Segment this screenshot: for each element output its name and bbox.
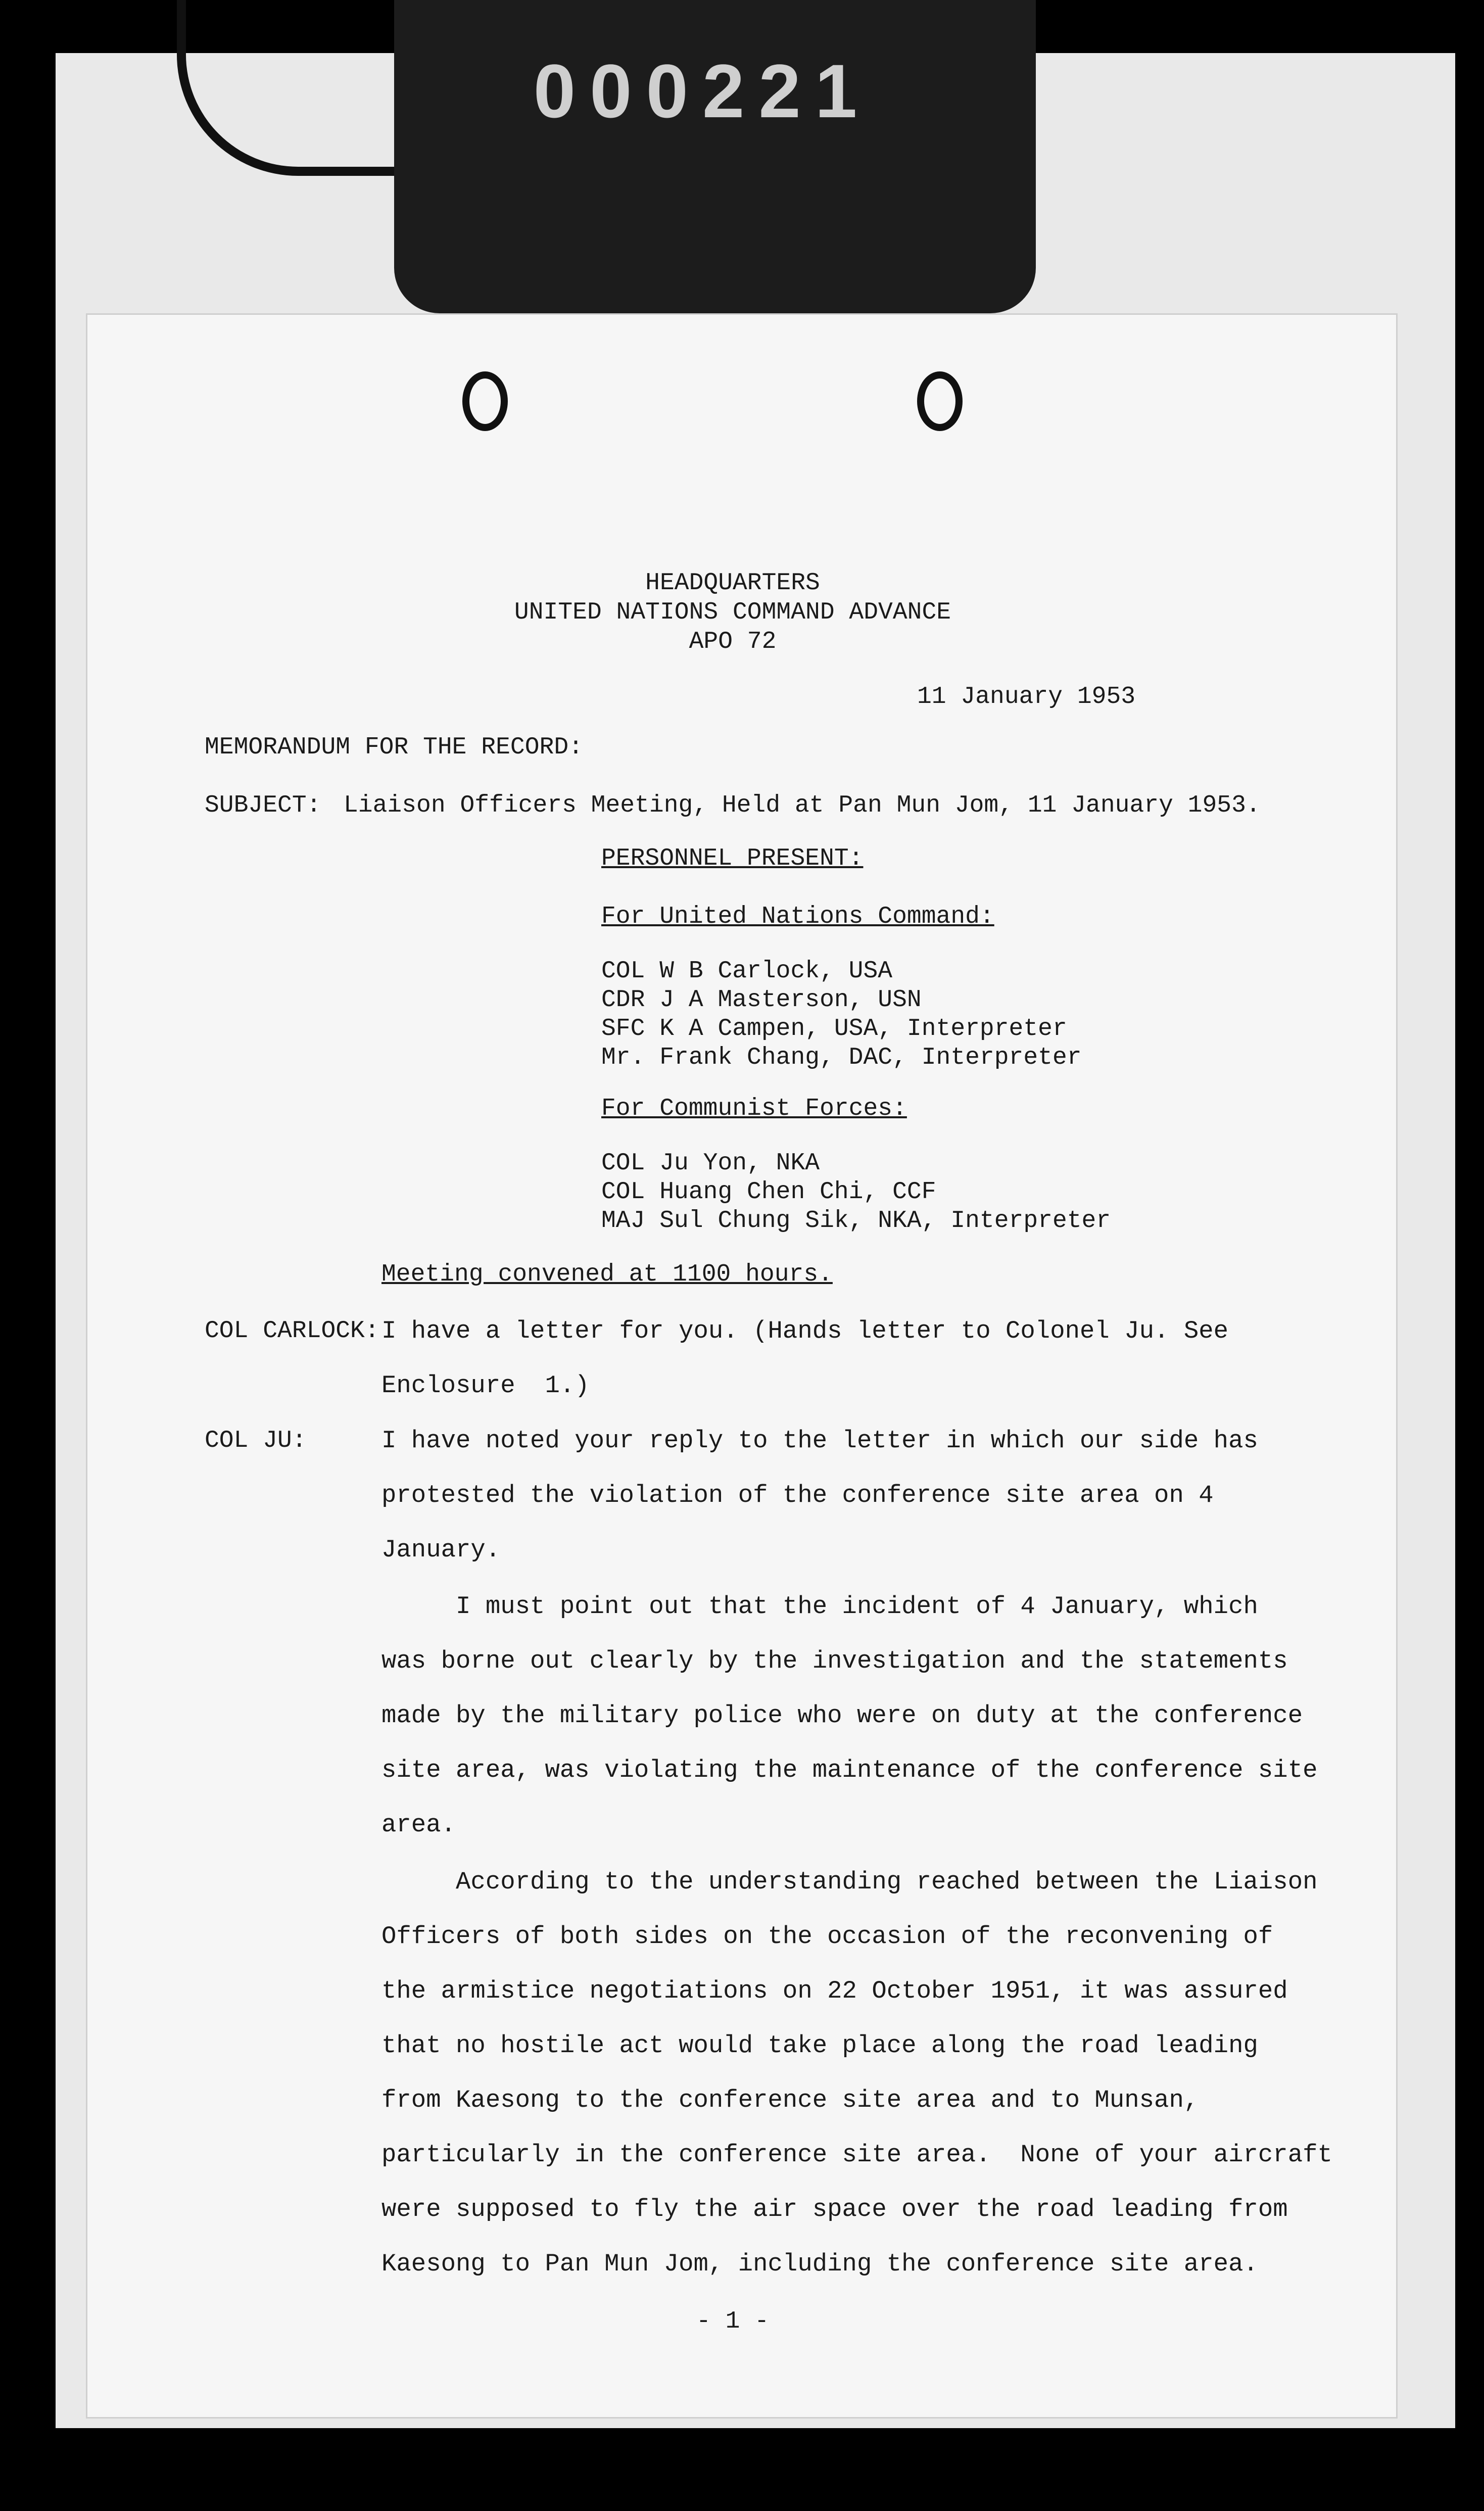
speaker-label-carlock: COL CARLOCK: (205, 1317, 379, 1345)
un-member: CDR J A Masterson, USN (601, 986, 922, 1014)
punch-hole-left (462, 371, 508, 431)
frame-counter-housing (394, 0, 1036, 313)
body-line: According to the understanding reached between the Liaison (381, 1868, 1318, 1896)
communist-member: COL Ju Yon, NKA (601, 1150, 820, 1177)
body-line: I have a letter for you. (Hands letter to Colonel Ju. See (381, 1317, 1229, 1345)
un-member: COL W B Carlock, USA (601, 958, 893, 985)
body-line: particularly in the conference site area. None of your aircraft (381, 2141, 1332, 2169)
memo-date: 11 January 1953 (917, 683, 1136, 710)
body-line: were supposed to fly the air space over the road leading from (381, 2195, 1288, 2223)
header-line-2: UNITED NATIONS COMMAND ADVANCE (514, 599, 951, 626)
body-line: Kaesong to Pan Mun Jom, including the conference site area. (381, 2250, 1258, 2278)
un-member: Mr. Frank Chang, DAC, Interpreter (601, 1044, 1082, 1071)
header-line-1: HEADQUARTERS (645, 570, 820, 597)
page-number: - 1 - (696, 2308, 770, 2335)
communist-member: MAJ Sul Chung Sik, NKA, Interpreter (601, 1207, 1111, 1235)
body-line: Enclosure 1.) (381, 1371, 590, 1400)
frame-counter: 000221 (533, 49, 872, 133)
header-line-3: APO 72 (689, 628, 777, 655)
body-line: the armistice negotiations on 22 October 1951, it was assured (381, 1977, 1288, 2005)
body-line: January. (381, 1536, 501, 1564)
body-line: Officers of both sides on the occasion of the reconvening of (381, 1922, 1273, 1951)
speaker-label-ju: COL JU: (205, 1427, 307, 1454)
body-line: made by the military police who were on duty at the conference (381, 1701, 1303, 1730)
subject-label: SUBJECT: (205, 792, 321, 819)
body-line: was borne out clearly by the investigation and the statements (381, 1647, 1288, 1675)
subject-text: Liaison Officers Meeting, Held at Pan Mun Jom, 11 January 1953. (344, 792, 1261, 819)
body-line: area. (381, 1811, 456, 1839)
communist-heading: For Communist Forces: (601, 1095, 907, 1122)
body-line: I have noted your reply to the letter in which our side has (381, 1427, 1258, 1455)
meeting-convened: Meeting convened at 1100 hours. (381, 1261, 833, 1288)
memo-title: MEMORANDUM FOR THE RECORD: (205, 734, 583, 761)
un-member: SFC K A Campen, USA, Interpreter (601, 1015, 1067, 1043)
body-line: that no hostile act would take place along the road leading (381, 2031, 1258, 2060)
body-line: site area, was violating the maintenance of the conference site (381, 1756, 1318, 1784)
personnel-heading: PERSONNEL PRESENT: (601, 845, 864, 872)
punch-hole-right (917, 371, 963, 431)
communist-member: COL Huang Chen Chi, CCF (601, 1178, 936, 1206)
un-heading: For United Nations Command: (601, 903, 994, 930)
body-line: I must point out that the incident of 4 January, which (381, 1592, 1258, 1621)
body-line: from Kaesong to the conference site area and to Munsan, (381, 2086, 1199, 2114)
body-line: protested the violation of the conference site area on 4 (381, 1481, 1214, 1509)
